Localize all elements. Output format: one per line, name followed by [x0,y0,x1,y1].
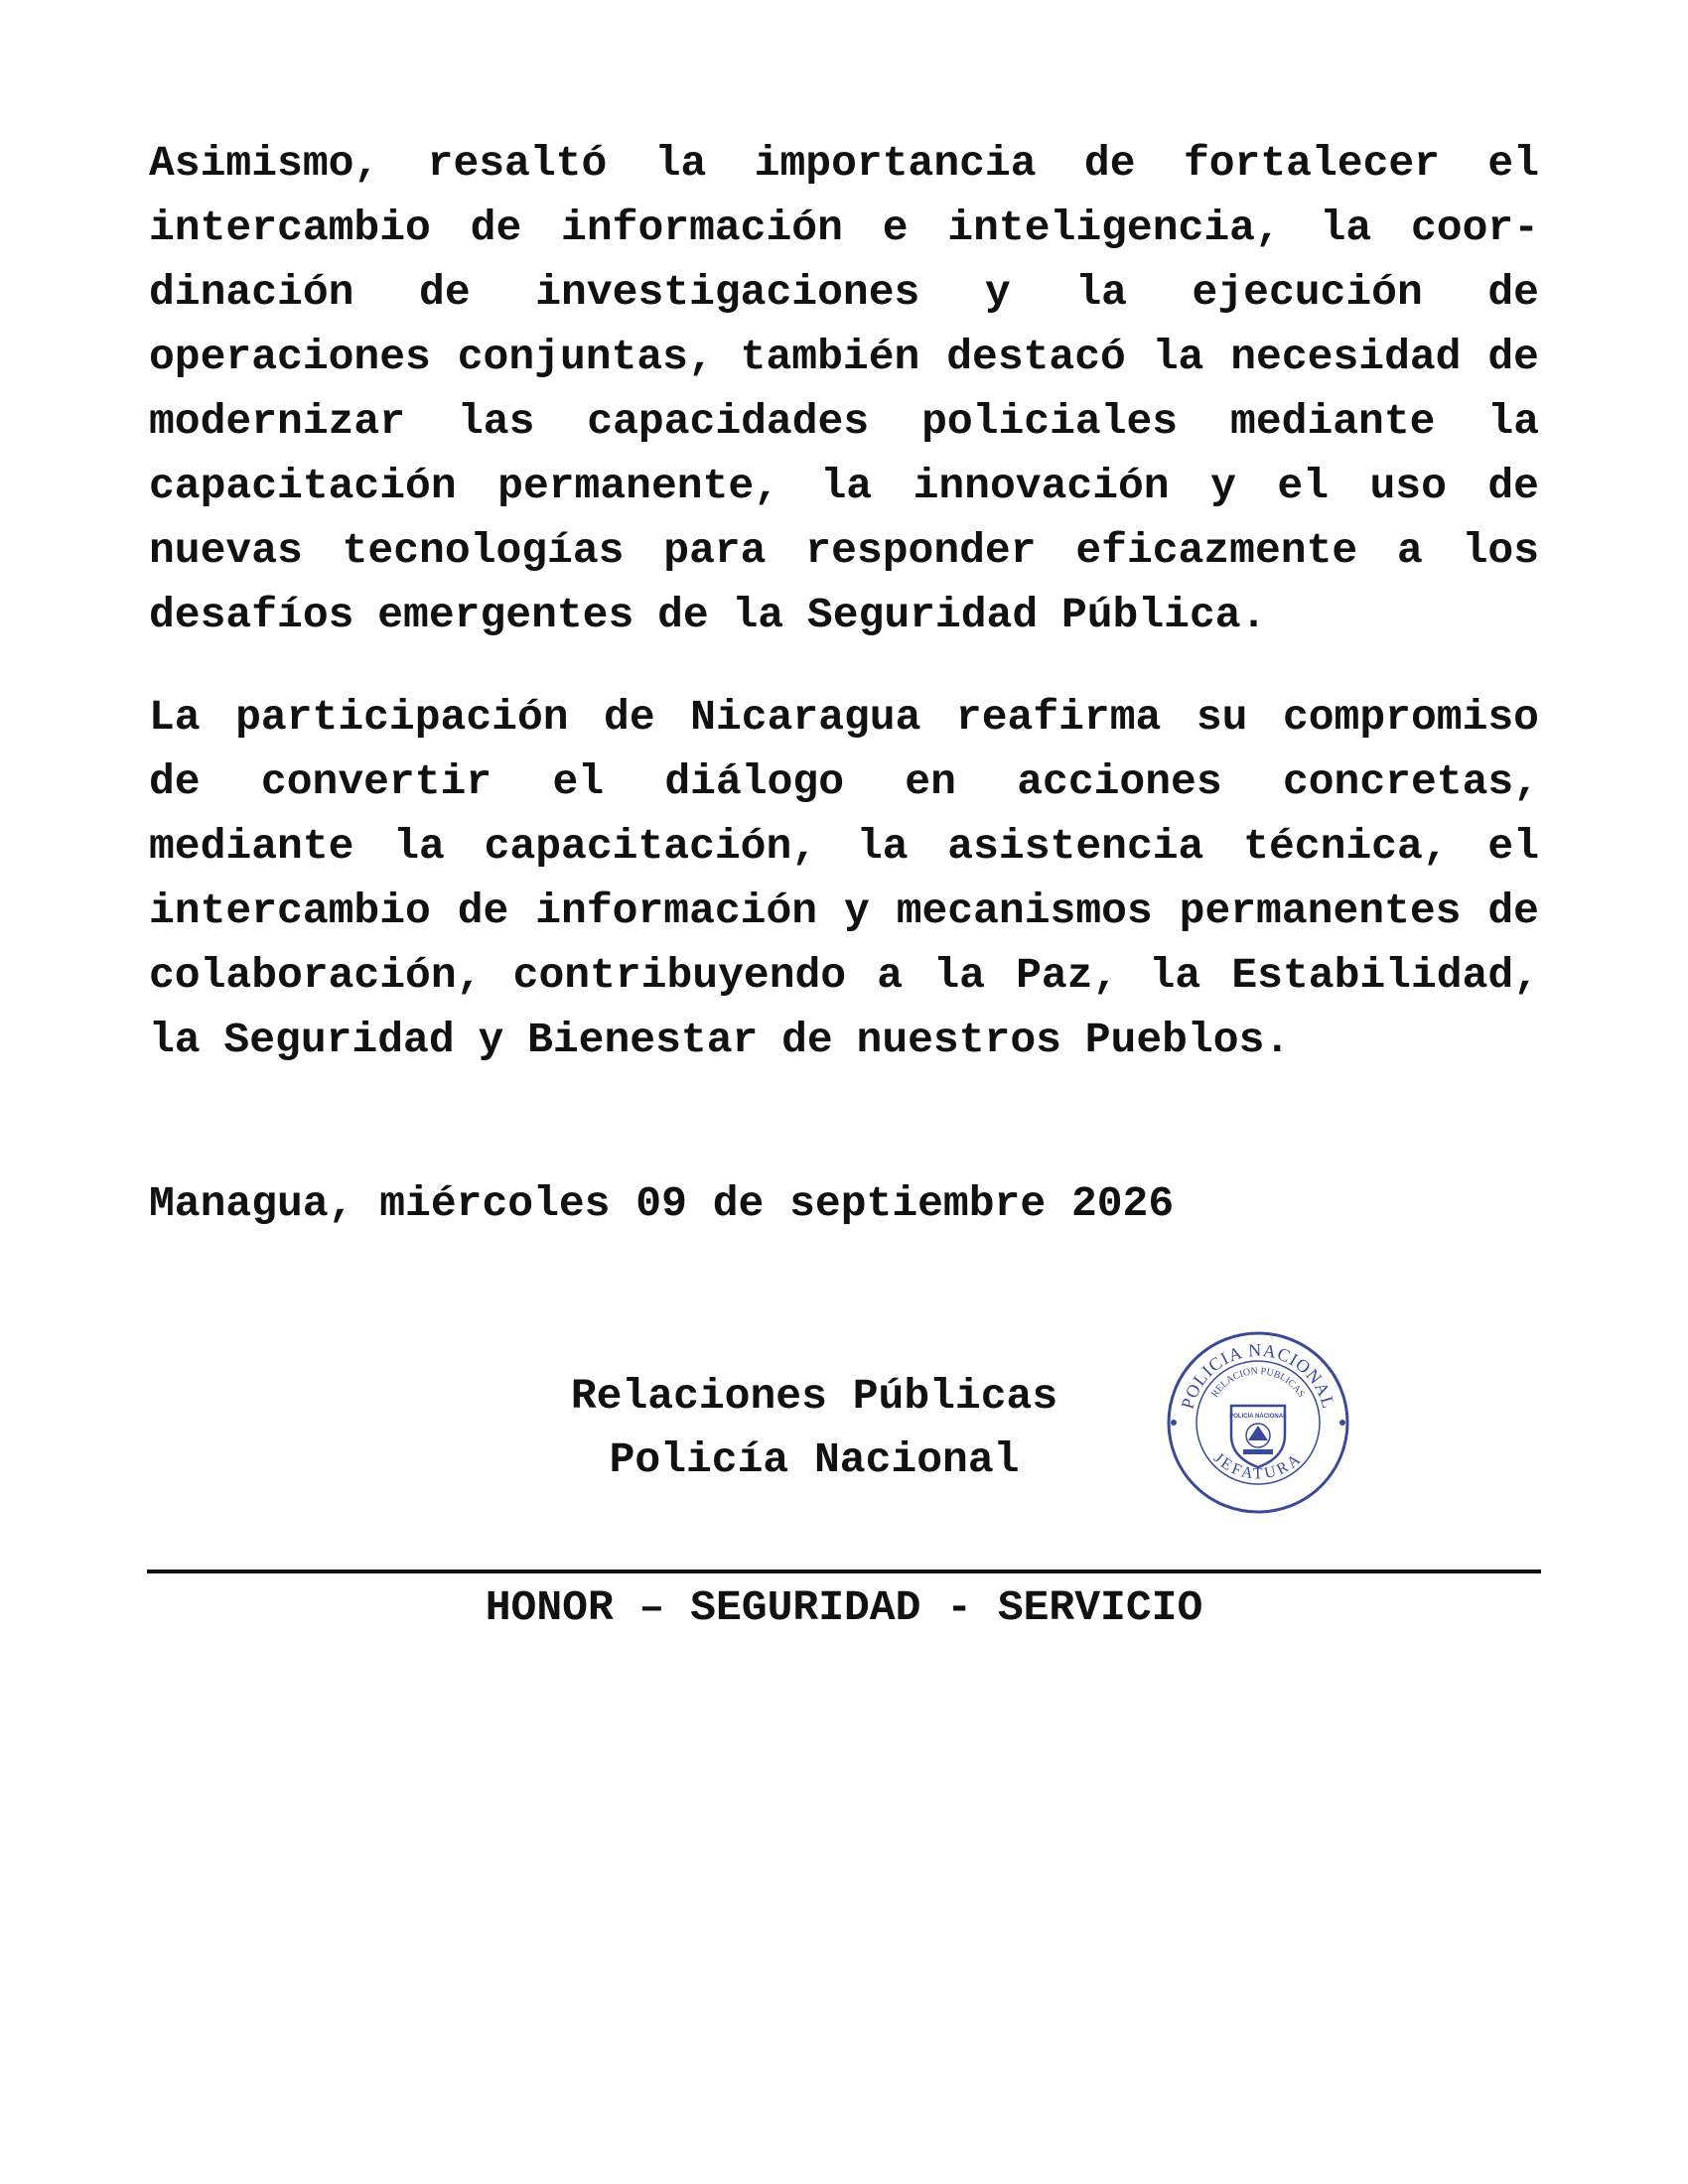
police-seal-stamp-icon [1164,1328,1352,1517]
institutional-motto: HONOR – SEGURIDAD - SERVICIO [485,1583,1203,1632]
seal-shield-text: POLICIA NACIONAL [1229,1414,1287,1420]
body-paragraph-1: Asimismo, resaltó la importancia de fortalecer el intercambio de información e inteligencia, la coordinación de investigaciones y la ejecución de operaciones conjuntas, también destacó la necesidad de modernizar las capacidades policiales mediante la capacitación permanente, la innovación y el uso de nuevas tecnologías para responder eficazmente a los desafíos emergentes de la Seguridad Pública. [149,139,1539,639]
body-paragraph-2: La participación de Nicaragua reafirma su compromiso de convertir el diálogo en acciones concretas, mediante la capacitación, la asistencia técnica, el intercambio de información y mecanismos permanentes de colaboración, contribuyendo a la Paz, la Estabilidad, la Seguridad y Bienestar de nuestros Pueblos. [149,693,1539,1064]
dateline: Managua, miércoles 09 de septiembre 2026 [149,1179,1175,1228]
seal-bottom-text: JEFATURA [1209,1449,1307,1483]
signature-department: Relaciones Públicas [570,1372,1058,1421]
seal-shield-icon [1229,1406,1287,1467]
seal-inner-text: RELACION PUBLICAS [1209,1365,1307,1400]
signature-institution: Policía Nacional [609,1435,1020,1484]
footer-divider [147,1570,1541,1573]
signature-block [496,1365,1132,1492]
seal-outer-text: POLICIA NACIONAL [1177,1339,1339,1412]
